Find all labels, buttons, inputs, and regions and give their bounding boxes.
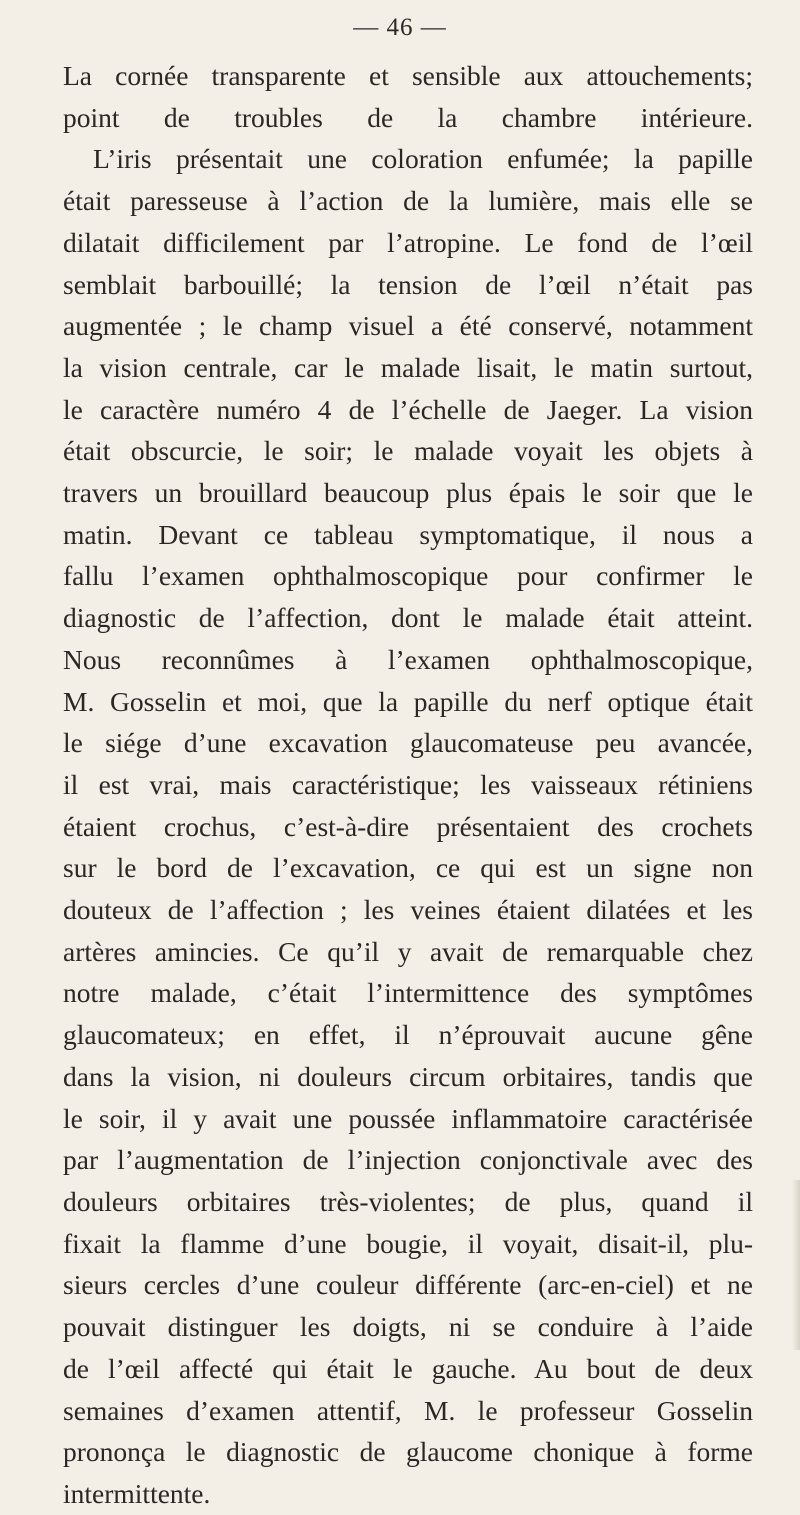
text-line: dilatait difficilement par l’atropine. Le fond de l’œil	[63, 226, 753, 258]
text-line: de l’œil affecté qui était le gauche. Au bout de deux	[63, 1352, 753, 1384]
text-line: fixait la flamme d’une bougie, il voyait, disait-il, plu-	[63, 1227, 753, 1259]
text-line: étaient crochus, c’est-à-dire présentaient des crochets	[63, 810, 753, 842]
text-line: pouvait distinguer les doigts, ni se conduire à l’aide	[63, 1311, 753, 1343]
text-line: glaucomateux; en effet, il n’éprouvait aucune gêne	[63, 1019, 753, 1051]
text-line: point de troubles de la chambre intérieure.	[63, 101, 753, 133]
text-line: par l’augmentation de l’injection conjonctivale avec des	[63, 1144, 753, 1176]
text-line: La cornée transparente et sensible aux attouchements;	[63, 60, 753, 91]
text-line: artères amincies. Ce qu’il y avait de remarquable chez	[63, 935, 753, 967]
text-line: douteux de l’affection ; les veines étaient dilatées et les	[63, 894, 753, 926]
text-line: notre malade, c’était l’intermittence des symptômes	[63, 977, 753, 1009]
text-line: dans la vision, ni douleurs circum orbitaires, tandis que	[63, 1060, 753, 1092]
text-line: il est vrai, mais caractéristique; les vaisseaux rétiniens	[63, 768, 753, 800]
text-line: matin. Devant ce tableau symptomatique, il nous a	[63, 518, 753, 550]
text-line: le caractère numéro 4 de l’échelle de Jaeger. La vision	[63, 393, 753, 425]
text-line: L’iris présentait une coloration enfumée; la papille	[93, 143, 753, 175]
text-line: semaines d’examen attentif, M. le professeur Gosselin	[63, 1394, 753, 1426]
page-number: — 46 —	[353, 14, 447, 41]
text-line: travers un brouillard beaucoup plus épais le soir que le	[63, 477, 753, 509]
text-line: fallu l’examen ophthalmoscopique pour confirmer le	[63, 560, 753, 592]
text-line: sur le bord de l’excavation, ce qui est un signe non	[63, 852, 753, 884]
text-line: était obscurcie, le soir; le malade voyait les objets à	[63, 435, 753, 467]
text-line: le siége d’une excavation glaucomateuse peu avancée,	[63, 727, 753, 759]
text-line: sieurs cercles d’une couleur différente (arc-en-ciel) et ne	[63, 1269, 753, 1301]
page-edge-shadow	[792, 1180, 800, 1350]
text-line: Nous reconnûmes à l’examen ophthalmoscopique,	[63, 643, 753, 675]
text-line: semblait barbouillé; la tension de l’œil n’était pas	[63, 268, 753, 300]
text-line: intermittente.	[63, 1477, 211, 1509]
text-line: augmentée ; le champ visuel a été conservé, notamment	[63, 310, 753, 342]
text-line: la vision centrale, car le malade lisait, le matin surtout,	[63, 351, 753, 383]
body-text	[63, 55, 753, 1515]
text-line: M. Gosselin et moi, que la papille du nerf optique était	[63, 685, 753, 717]
text-line: diagnostic de l’affection, dont le malade était atteint.	[63, 602, 753, 634]
text-line: prononça le diagnostic de glaucome chonique à forme	[63, 1436, 753, 1468]
text-line: était paresseuse à l’action de la lumière, mais elle se	[63, 185, 753, 217]
text-line: le soir, il y avait une poussée inflammatoire caractérisée	[63, 1102, 753, 1134]
text-line: douleurs orbitaires très-violentes; de plus, quand il	[63, 1185, 753, 1217]
